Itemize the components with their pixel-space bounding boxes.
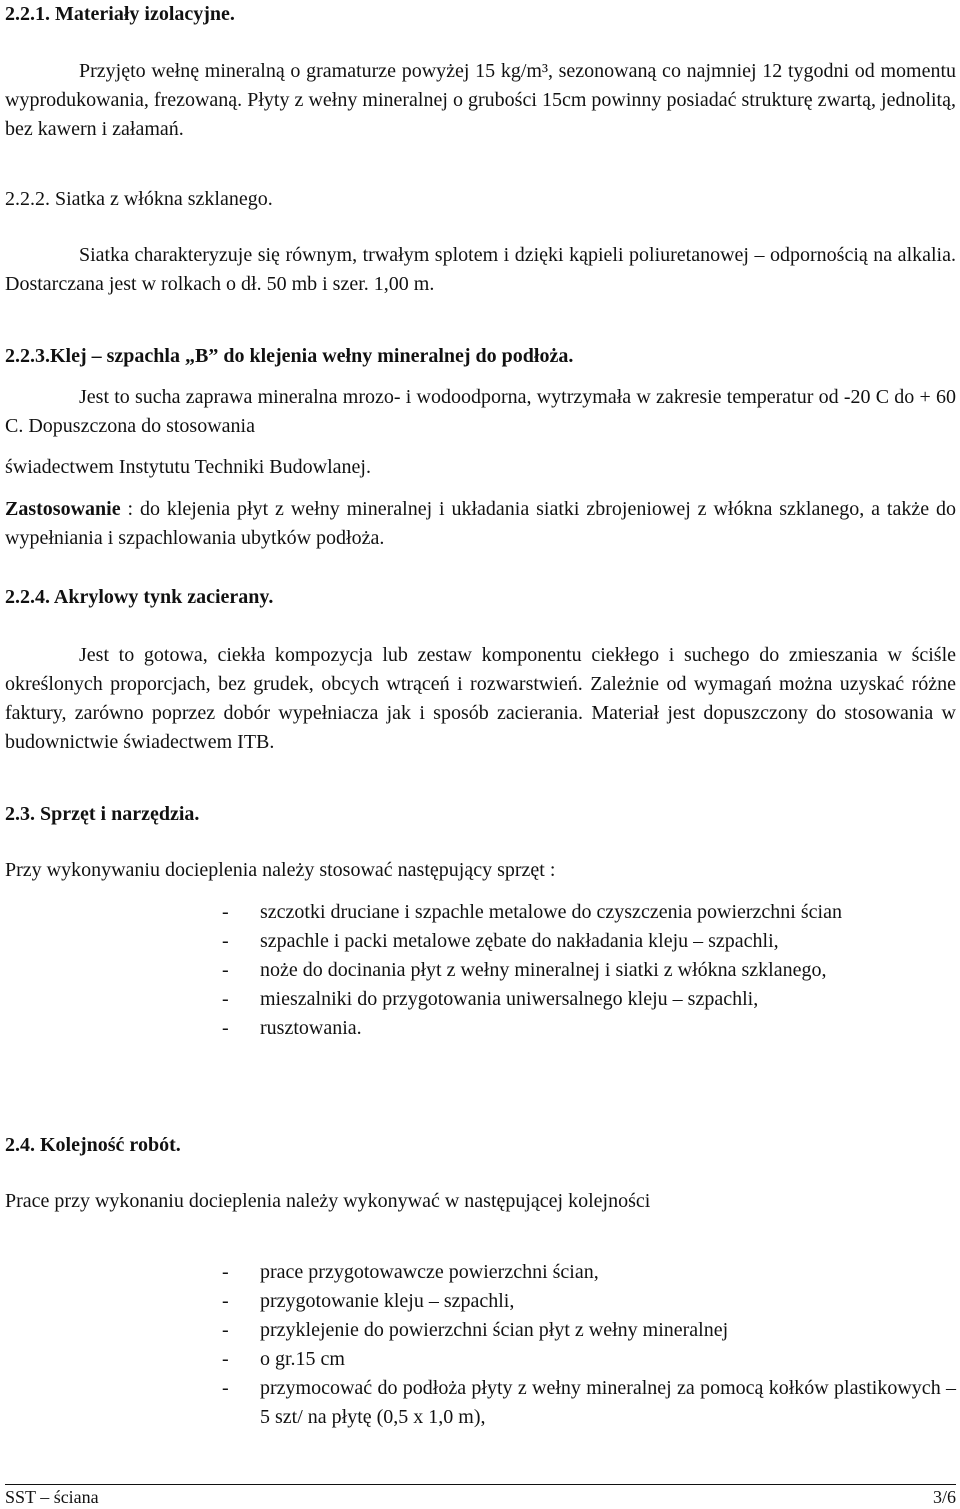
footer-document-id: SST – ściana xyxy=(5,1487,99,1507)
list-item: - noże do docinania płyt z wełny mineralnej i siatki z włókna szklanego, xyxy=(222,959,827,981)
paragraph-adhesive-desc: Jest to sucha zaprawa mineralna mrozo- i wodoodporna, wytrzymała w zakresie temperatur od -20 C do + 60 C. Dopuszczona do stosowania xyxy=(5,386,956,437)
list-item: - o gr.15 cm xyxy=(222,1348,345,1370)
heading-2-3: 2.3. Sprzęt i narzędzia. xyxy=(5,803,200,825)
paragraph-insulation-materials: Przyjęto wełnę mineralną o gramaturze powyżej 15 kg/m³, sezonowaną co najmniej 12 tygodni od momentu wyprodukowania, frezowaną. Płyty z wełny mineralnej o grubości 15cm powinny posiadać strukturę zwartą, jednolitą, bez kawern i załamań. xyxy=(5,60,956,140)
list-item: - rusztowania. xyxy=(222,1017,362,1039)
paragraph-adhesive-certificate: świadectwem Instytutu Techniki Budowlanej. xyxy=(5,456,371,478)
footer-page-number: 3/6 xyxy=(932,1487,956,1507)
list-item: - mieszalniki do przygotowania uniwersalnego kleju – szpachli, xyxy=(222,988,759,1010)
list-item: - przygotowanie kleju – szpachli, xyxy=(222,1290,515,1312)
heading-2-2-4: 2.2.4. Akrylowy tynk zacierany. xyxy=(5,586,274,608)
application-text: : do klejenia płyt z wełny mineralnej i układania siatki zbrojeniowej z włókna szklanego, a także do wypełniania i szpachlowania ubytków podłoża. xyxy=(5,498,956,549)
heading-2-2-1: 2.2.1. Materiały izolacyjne. xyxy=(5,3,235,25)
paragraph-order-intro: Prace przy wykonaniu docieplenia należy wykonywać w następującej kolejności xyxy=(5,1190,651,1212)
application-label: Zastosowanie xyxy=(5,498,121,520)
page-footer xyxy=(5,1484,956,1509)
list-item: - szpachle i packi metalowe zębate do nakładania kleju – szpachli, xyxy=(222,930,779,952)
list-item: - prace przygotowawcze powierzchni ścian, xyxy=(222,1261,599,1283)
paragraph-equipment-intro: Przy wykonywaniu docieplenia należy stosować następujący sprzęt : xyxy=(5,859,556,881)
heading-2-2-2: 2.2.2. Siatka z włókna szklanego. xyxy=(5,188,273,210)
equipment-list xyxy=(222,898,956,1043)
paragraph-acrylic-plaster: Jest to gotowa, ciekła kompozycja lub zestaw komponentu ciekłego i suchego do zmieszania w ściśle określonych proporcjach, bez grudek, obcych wtrąceń i rozwarstwień. Zależnie od wymagań można uzyskać różne faktury, zarówno poprzez dobór wypełniacza jak i sposób zacierania. Materiał jest dopuszczony do stosowania w budownictwie świadectwem ITB. xyxy=(5,644,956,753)
heading-2-2-3: 2.2.3.Klej – szpachla „B” do klejenia wełny mineralnej do podłoża. xyxy=(5,345,574,367)
work-order-list xyxy=(222,1258,956,1432)
list-item: - szczotki druciane i szpachle metalowe do czyszczenia powierzchni ścian xyxy=(222,901,842,923)
heading-2-4: 2.4. Kolejność robót. xyxy=(5,1134,181,1156)
paragraph-glass-mesh: Siatka charakteryzuje się równym, trwałym splotem i dzięki kąpieli poliuretanowej – odpornością na alkalia. Dostarczana jest w rolkach o dł. 50 mb i szer. 1,00 m. xyxy=(5,244,956,295)
paragraph-application xyxy=(5,495,956,553)
list-item: - przyklejenie do powierzchni ścian płyt z wełny mineralnej xyxy=(222,1319,729,1341)
list-item: - przymocować do podłoża płyty z wełny mineralnej za pomocą kołków plastikowych – 5 szt/ na płytę (0,5 x 1,0 m), xyxy=(222,1377,956,1428)
